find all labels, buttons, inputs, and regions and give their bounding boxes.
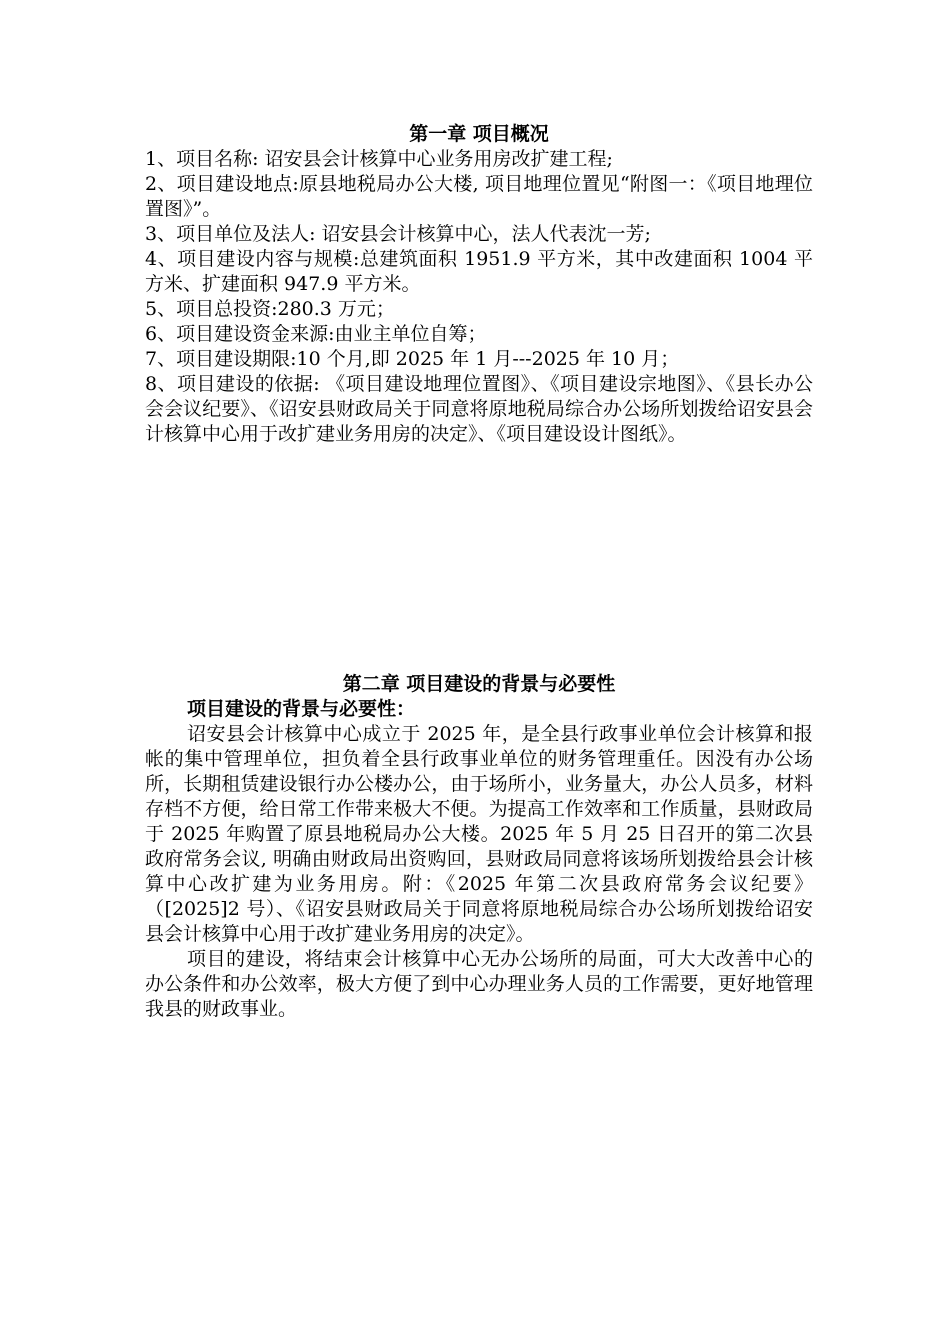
chapter-1-item: 4、项目建设内容与规模:总建筑面积 1951.9 平方米，其中改建面积 1004 平方米、扩建面积 947.9 平方米。 bbox=[145, 248, 813, 295]
chapter-1-item: 6、项目建设资金来源:由业主单位自筹； bbox=[145, 323, 487, 345]
chapter-1-item: 1、项目名称: 诏安县会计核算中心业务用房改扩建工程; bbox=[145, 148, 613, 170]
chapter-1-item: 3、项目单位及法人: 诏安县会计核算中心，法人代表沈一芳; bbox=[145, 223, 651, 245]
chapter-1-item: 7、项目建设期限:10 个月,即 2025 年 1 月---2025 年 10 月； bbox=[145, 348, 680, 370]
chapter-2-paragraph: 诏安县会计核算中心成立于 2025 年，是全县行政事业单位会计核算和报帐的集中管理单位，担负着全县行政事业单位的财务管理重任。因没有办公场所，长期租赁建设银行办公楼办公，由于场所小，业务量大，办公人员多，材料存档不方便，给日常工作带来极大不便。为提高工作效率和工作质量，县财政局于 2025 年购置了原县地税局办公大楼。2025 年 5 月 25 日召开的第二次县政府常务会议, 明确由财政局出资购回，县财政局同意将该场所划拨给县会计核算中心改扩建为业务用房。附：《2025 年第二次县政府常务会议纪要》（[2025]2 号）、《诏安县财政局关于同意将原地税局综合办公场所划拨给诏安县会计核算中心用于改扩建业务用房的决定》。 bbox=[145, 723, 813, 945]
chapter-2-paragraph: 项目的建设，将结束会计核算中心无办公场所的局面，可大大改善中心的办公条件和办公效率，极大方便了到中心办理业务人员的工作需要，更好地管理我县的财政事业。 bbox=[145, 948, 813, 1020]
chapter-1-section bbox=[145, 122, 813, 447]
chapter-1-item: 5、项目总投资:280.3 万元； bbox=[145, 298, 395, 320]
chapter-1-item: 8、项目建设的依据: 《项目建设地理位置图》、《项目建设宗地图》、《县长办公会会议纪要》、《诏安县财政局关于同意将原地税局综合办公场所划拨给诏安县会计核算中心用于改扩建业务用房的决定》、《项目建设设计图纸》。 bbox=[145, 373, 813, 445]
chapter-1-item: 2、项目建设地点:原县地税局办公大楼, 项目地理位置见“附图一：《项目地理位置图》”。 bbox=[145, 173, 813, 220]
chapter-2-section bbox=[145, 672, 813, 1022]
chapter-2-subheading: 项目建设的背景与必要性： bbox=[187, 698, 416, 720]
chapter-1-title: 第一章 项目概况 bbox=[409, 123, 549, 145]
chapter-2-title: 第二章 项目建设的背景与必要性 bbox=[342, 673, 616, 695]
